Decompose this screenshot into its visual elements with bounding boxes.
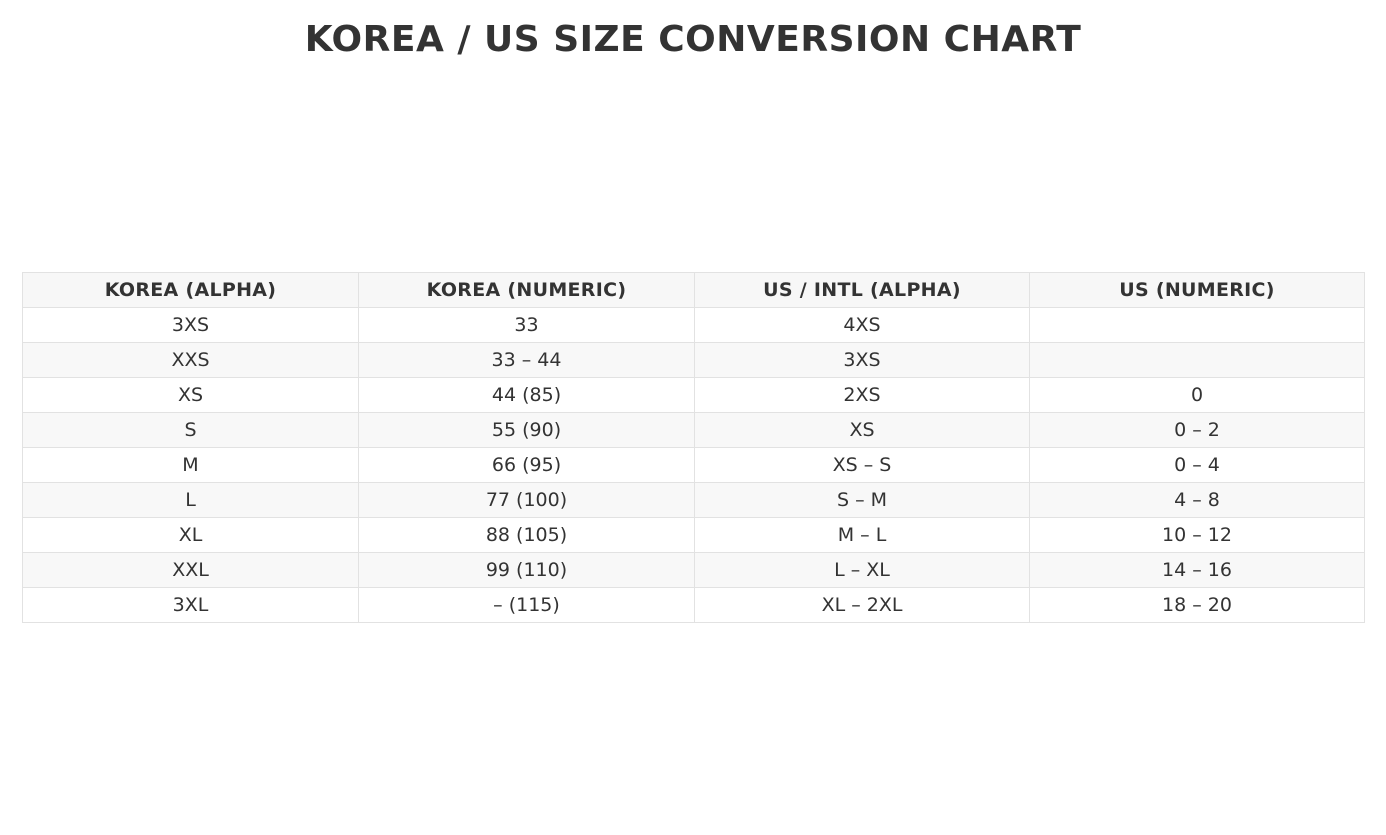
cell-korea-alpha: M xyxy=(23,448,359,483)
size-conversion-table xyxy=(22,272,1365,623)
size-table-container xyxy=(22,272,1364,623)
cell-us-numeric xyxy=(1030,308,1365,343)
column-header-korea-alpha: KOREA (ALPHA) xyxy=(23,273,359,308)
cell-us-numeric: 0 – 4 xyxy=(1030,448,1365,483)
cell-korea-numeric: 44 (85) xyxy=(359,378,695,413)
cell-korea-alpha: L xyxy=(23,483,359,518)
table-row xyxy=(23,413,1365,448)
cell-korea-numeric: 55 (90) xyxy=(359,413,695,448)
table-header xyxy=(23,273,1365,308)
column-header-us-numeric: US (NUMERIC) xyxy=(1030,273,1365,308)
table-row xyxy=(23,308,1365,343)
cell-us-intl-alpha: 2XS xyxy=(695,378,1030,413)
cell-us-numeric: 14 – 16 xyxy=(1030,553,1365,588)
cell-us-intl-alpha: M – L xyxy=(695,518,1030,553)
cell-us-intl-alpha: S – M xyxy=(695,483,1030,518)
table-row xyxy=(23,553,1365,588)
cell-us-numeric: 0 – 2 xyxy=(1030,413,1365,448)
table-header-row xyxy=(23,273,1365,308)
cell-korea-alpha: 3XS xyxy=(23,308,359,343)
cell-korea-numeric: – (115) xyxy=(359,588,695,623)
cell-korea-numeric: 88 (105) xyxy=(359,518,695,553)
cell-us-numeric: 10 – 12 xyxy=(1030,518,1365,553)
table-body xyxy=(23,308,1365,623)
cell-us-intl-alpha: XL – 2XL xyxy=(695,588,1030,623)
table-row xyxy=(23,378,1365,413)
column-header-us-intl-alpha: US / INTL (ALPHA) xyxy=(695,273,1030,308)
cell-korea-alpha: XS xyxy=(23,378,359,413)
cell-us-intl-alpha: XS – S xyxy=(695,448,1030,483)
table-row xyxy=(23,518,1365,553)
cell-korea-numeric: 33 – 44 xyxy=(359,343,695,378)
cell-korea-alpha: XL xyxy=(23,518,359,553)
table-row xyxy=(23,448,1365,483)
cell-us-numeric: 18 – 20 xyxy=(1030,588,1365,623)
table-row xyxy=(23,588,1365,623)
cell-korea-alpha: 3XL xyxy=(23,588,359,623)
cell-us-numeric: 0 xyxy=(1030,378,1365,413)
table-row xyxy=(23,483,1365,518)
cell-us-numeric: 4 – 8 xyxy=(1030,483,1365,518)
column-header-korea-numeric: KOREA (NUMERIC) xyxy=(359,273,695,308)
cell-korea-numeric: 77 (100) xyxy=(359,483,695,518)
cell-korea-numeric: 66 (95) xyxy=(359,448,695,483)
cell-us-numeric xyxy=(1030,343,1365,378)
page-title: KOREA / US SIZE CONVERSION CHART xyxy=(304,19,1082,60)
cell-korea-numeric: 99 (110) xyxy=(359,553,695,588)
cell-korea-alpha: XXL xyxy=(23,553,359,588)
cell-korea-alpha: S xyxy=(23,413,359,448)
cell-us-intl-alpha: L – XL xyxy=(695,553,1030,588)
cell-us-intl-alpha: 3XS xyxy=(695,343,1030,378)
table-row xyxy=(23,343,1365,378)
cell-us-intl-alpha: XS xyxy=(695,413,1030,448)
cell-korea-alpha: XXS xyxy=(23,343,359,378)
cell-us-intl-alpha: 4XS xyxy=(695,308,1030,343)
cell-korea-numeric: 33 xyxy=(359,308,695,343)
